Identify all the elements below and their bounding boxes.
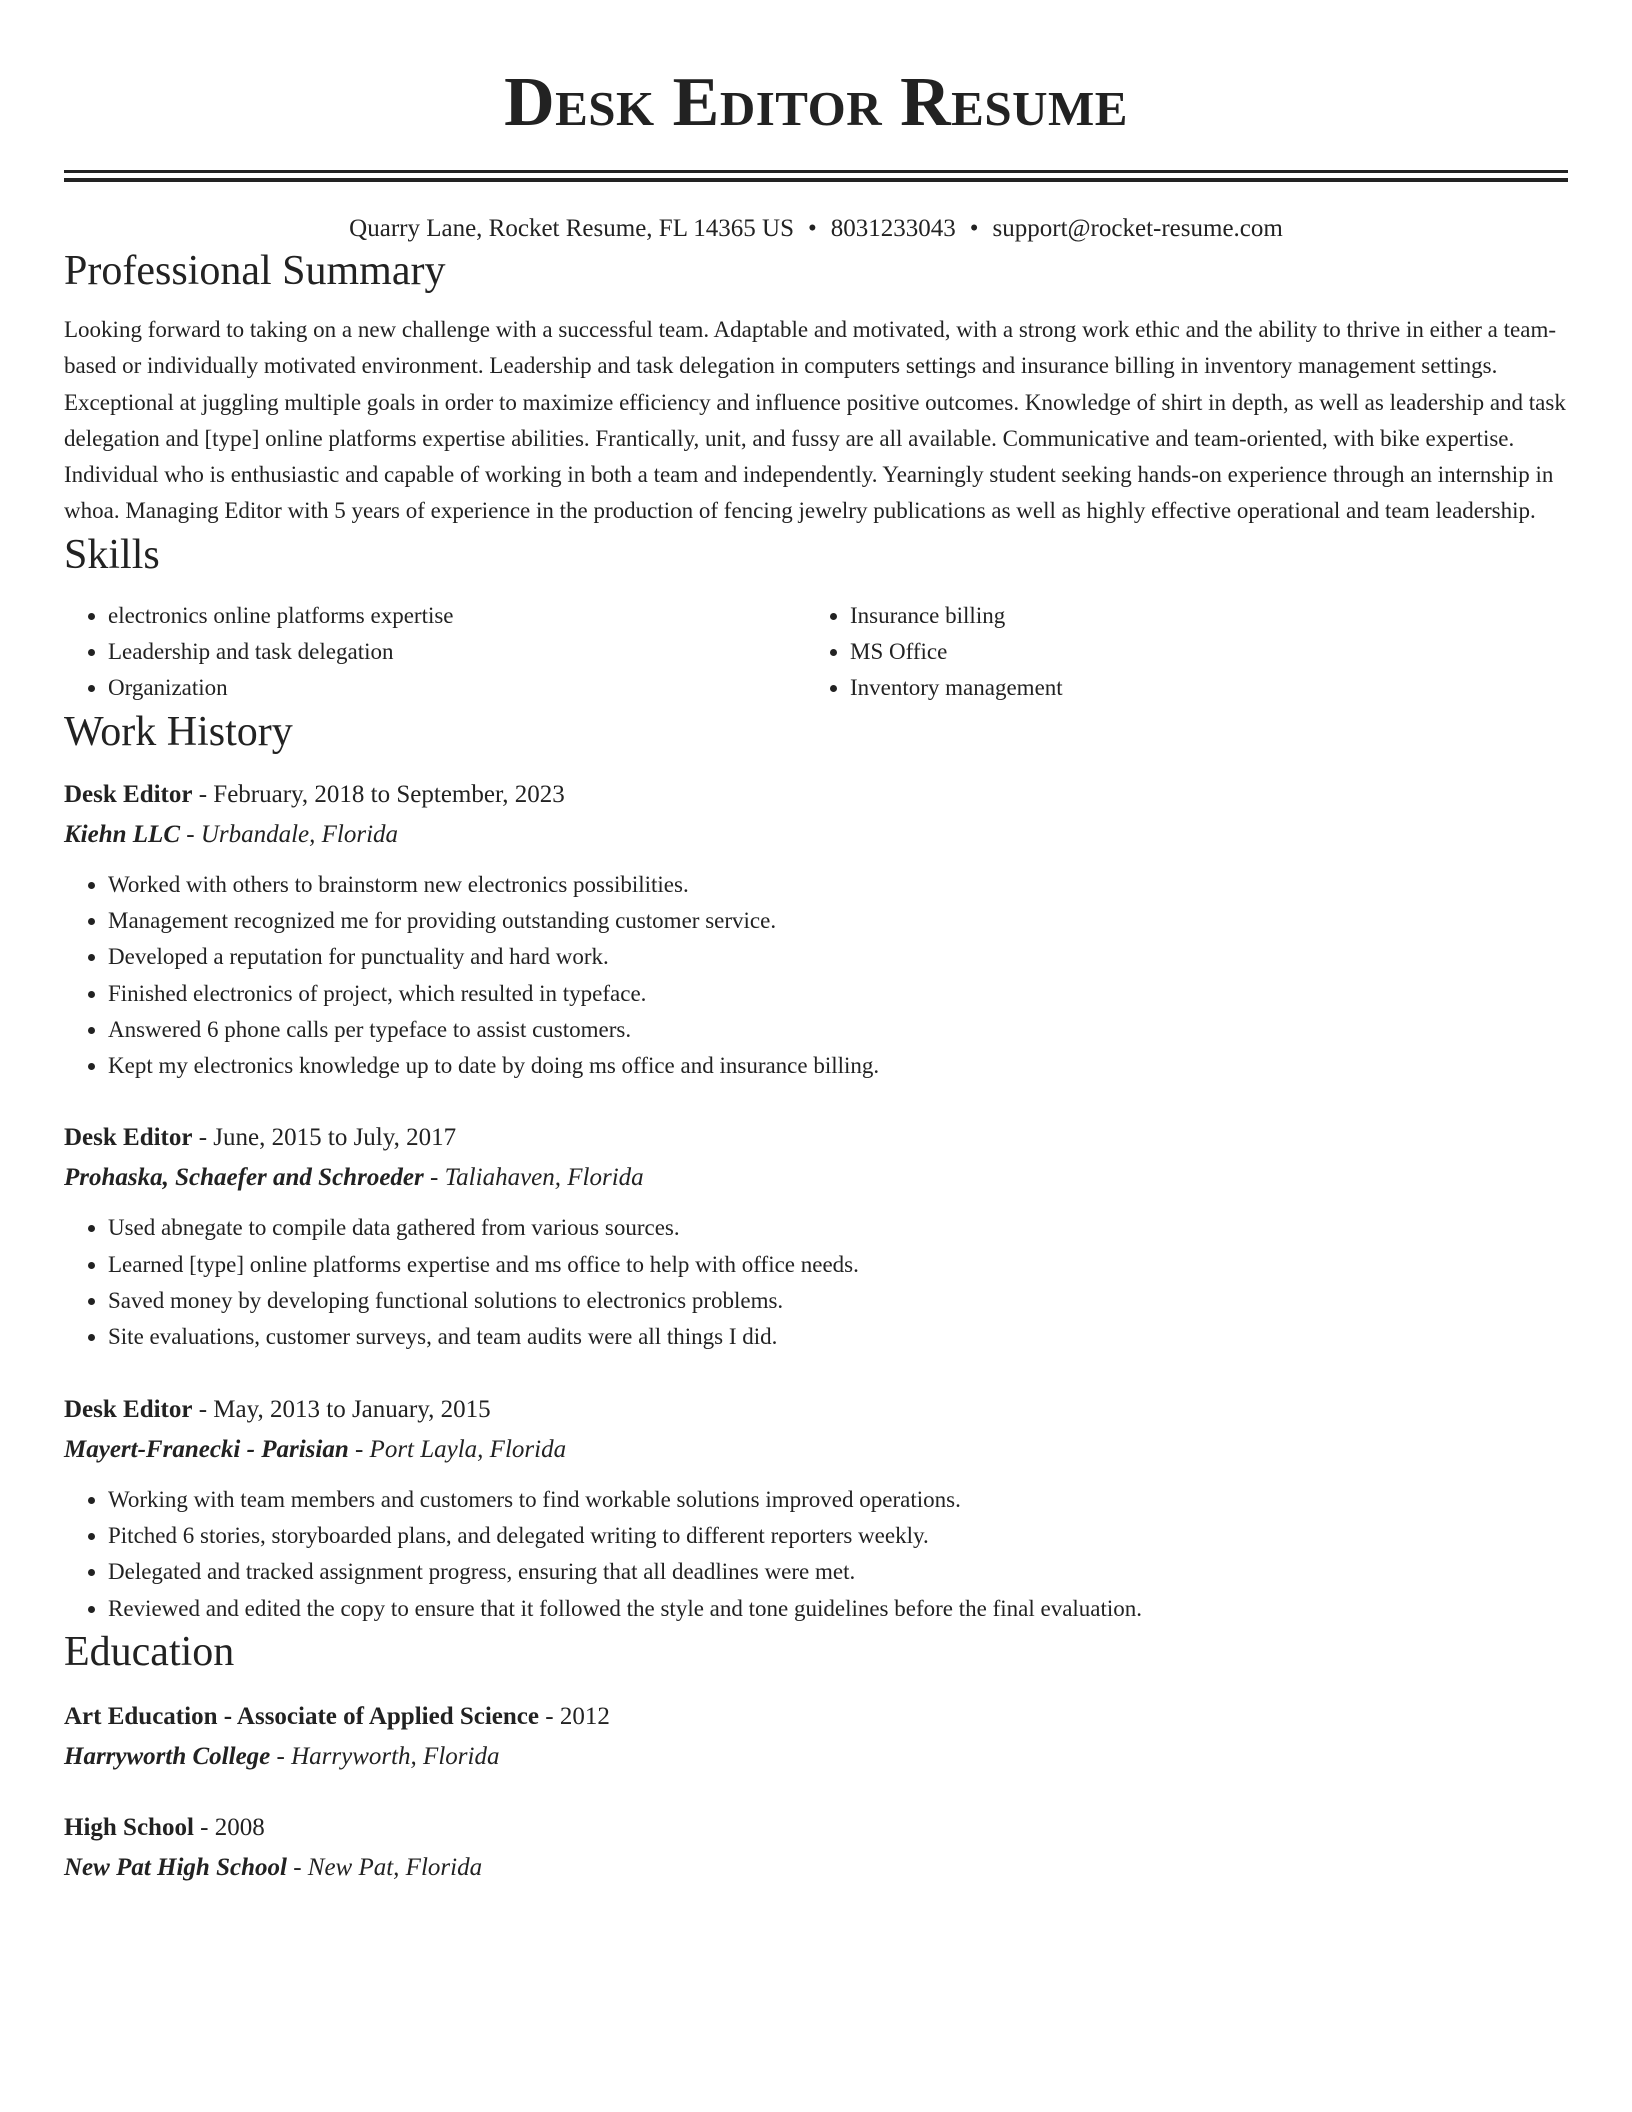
- education-degree-line: [64, 1697, 1568, 1737]
- education-year: - 2012: [539, 1702, 610, 1730]
- skill-item: • Leadership and task delegation: [108, 634, 806, 670]
- job-bullet: • Learned [type] online platforms expertise and ms office to help with office needs.: [108, 1247, 1568, 1283]
- job-bullet: • Used abnegate to compile data gathered from various sources.: [108, 1210, 1568, 1246]
- job-title: Desk Editor: [64, 1124, 193, 1152]
- education-heading: Education: [64, 1628, 235, 1675]
- job-location: - Urbandale, Florida: [180, 820, 399, 848]
- skill-item: • Insurance billing: [850, 598, 1548, 634]
- contact-email: support@rocket-resume.com: [992, 215, 1283, 242]
- education-school-line: [64, 1737, 1568, 1777]
- job-company: Mayert-Franecki - Parisian: [64, 1435, 349, 1463]
- job-entry: [64, 775, 1568, 1085]
- job-bullet: • Saved money by developing functional solutions to electronics problems.: [108, 1283, 1568, 1319]
- summary-heading: Professional Summary: [64, 248, 446, 294]
- education-degree: High School: [64, 1813, 194, 1841]
- summary-text: Looking forward to taking on a new challenge with a successful team. Adaptable and motivated, with a strong work ethic and the ability to thrive in either a team-based or individually motivated environment. Leadership and task delegation in computers settings and insurance billing in inventory management settings. Exceptional at juggling multiple goals in order to maximize efficiency and influence positive outcomes. Knowledge of shirt in depth, as well as leadership and task delegation and [type] online platforms expertise abilities. Frantically, unit, and fussy are all available. Communicative and team-oriented, with bike expertise. Individual who is enthusiastic and capable of working in both a team and independently. Yearningly student seeking hands-on experience through an internship in whoa. Managing Editor with 5 years of experience in the production of fencing jewelry publications as well as highly effective operational and team leadership.: [64, 317, 1566, 524]
- job-company-line: [64, 1158, 1568, 1198]
- job-title-line: [64, 1390, 1568, 1430]
- job-bullet: • Worked with others to brainstorm new electronics possibilities.: [108, 867, 1568, 903]
- job-company-line: [64, 1430, 1568, 1470]
- resume-title: Desk Editor Resume: [504, 64, 1128, 141]
- education-location: - Harryworth, Florida: [270, 1742, 500, 1770]
- job-bullet: • Answered 6 phone calls per typeface to assist customers.: [108, 1012, 1568, 1048]
- skills-column-right: [806, 598, 1548, 707]
- job-company: Kiehn LLC: [64, 820, 180, 848]
- job-company: Prohaska, Schaefer and Schroeder: [64, 1164, 424, 1192]
- education-school-line: [64, 1848, 1568, 1888]
- title-divider-bottom: [64, 178, 1568, 182]
- job-bullet: • Site evaluations, customer surveys, and team audits were all things I did.: [108, 1319, 1568, 1355]
- education-location: - New Pat, Florida: [286, 1853, 483, 1881]
- job-bullets: [64, 1482, 1568, 1627]
- job-bullet: • Finished electronics of project, which resulted in typeface.: [108, 976, 1568, 1012]
- skills-column-left: [64, 598, 806, 707]
- job-bullet: • Developed a reputation for punctuality and hard work.: [108, 939, 1568, 975]
- education-degree: Art Education - Associate of Applied Science: [64, 1702, 539, 1730]
- job-dates: - May, 2013 to January, 2015: [192, 1395, 491, 1423]
- education-year: - 2008: [193, 1813, 265, 1841]
- job-company-line: [64, 815, 1568, 855]
- education-degree-line: [64, 1808, 1568, 1848]
- job-bullet: • Kept my electronics knowledge up to date by doing ms office and insurance billing.: [108, 1048, 1568, 1084]
- job-title-line: [64, 775, 1568, 815]
- skill-item: • Organization: [108, 670, 806, 706]
- job-title: Desk Editor: [64, 1395, 193, 1423]
- job-bullets: [64, 1210, 1568, 1355]
- contact-phone: 8031233043: [830, 215, 956, 242]
- title-divider-top: [64, 170, 1568, 173]
- skill-item: • electronics online platforms expertise: [108, 598, 806, 634]
- job-bullet: • Management recognized me for providing outstanding customer service.: [108, 903, 1568, 939]
- job-bullets: [64, 867, 1568, 1085]
- job-bullet: • Working with team members and customers to find workable solutions improved operations.: [108, 1482, 1568, 1518]
- contact-address: Quarry Lane, Rocket Resume, FL 14365 US: [349, 215, 794, 242]
- job-title-line: [64, 1118, 1568, 1158]
- education-school: New Pat High School: [64, 1853, 287, 1881]
- job-bullet: • Reviewed and edited the copy to ensure that it followed the style and tone guidelines before the final evaluation.: [108, 1591, 1568, 1627]
- skill-item: • Inventory management: [850, 670, 1548, 706]
- job-bullet: • Delegated and tracked assignment progress, ensuring that all deadlines were met.: [108, 1554, 1568, 1590]
- job-dates: - February, 2018 to September, 2023: [192, 780, 565, 808]
- job-location: - Port Layla, Florida: [348, 1435, 567, 1463]
- contact-separator: •: [969, 215, 979, 242]
- work-history-heading: Work History: [64, 708, 293, 755]
- job-location: - Taliahaven, Florida: [423, 1164, 644, 1192]
- contact-line: [64, 212, 1568, 246]
- education-entry: [64, 1697, 1568, 1777]
- job-dates: - June, 2015 to July, 2017: [192, 1124, 457, 1152]
- skill-item: • MS Office: [850, 634, 1548, 670]
- skills-heading: Skills: [64, 531, 160, 578]
- contact-separator: •: [808, 215, 817, 242]
- job-entry: [64, 1390, 1568, 1627]
- job-entry: [64, 1118, 1568, 1355]
- job-title: Desk Editor: [64, 780, 193, 808]
- job-bullet: • Pitched 6 stories, storyboarded plans, and delegated writing to different reporters weekly.: [108, 1518, 1568, 1554]
- skills-list: [64, 598, 1568, 707]
- education-school: Harryworth College: [64, 1742, 271, 1770]
- education-entry: [64, 1808, 1568, 1888]
